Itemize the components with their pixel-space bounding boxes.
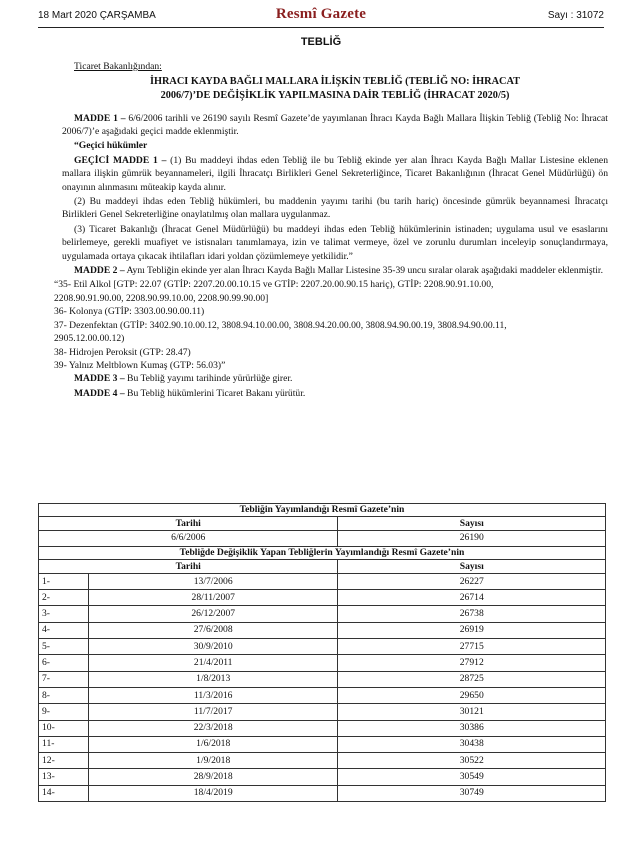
row-date-cell: 21/4/2011 [88, 655, 338, 671]
table-row [39, 606, 606, 622]
row-number-cell: 26738 [338, 606, 606, 622]
row-number-cell: 26919 [338, 622, 606, 638]
row-number-cell: 30749 [338, 785, 606, 801]
article-1-label: MADDE 1 – [74, 112, 126, 124]
table-title-row [39, 547, 606, 560]
table-header-row [39, 560, 606, 573]
article-2 [62, 264, 608, 277]
table-row [39, 687, 606, 703]
row-number-cell: 30386 [338, 720, 606, 736]
row-index-cell: 7- [39, 671, 89, 687]
gazette-title: Resmî Gazete [275, 6, 367, 22]
row-index-cell: 3- [39, 606, 89, 622]
article-3-text: Bu Tebliğ yayımı tarihinde yürürlüğe girer. [124, 373, 293, 385]
issue-number: Sayı : 31072 [547, 10, 604, 21]
list-item-39: 39- Yalnız Meltblown Kumaş (GTP: 56.03)” [54, 359, 226, 371]
page-header [38, 6, 604, 28]
row-date-cell: 1/9/2018 [88, 753, 338, 769]
row-date-cell: 27/6/2008 [88, 622, 338, 638]
gazette-history-table [38, 503, 606, 802]
article-3-label: MADDE 3 – [74, 373, 125, 385]
row-number-cell: 30549 [338, 769, 606, 785]
list-item-37-line-1: 37- Dezenfektan (GTİP: 3402.90.10.00.12, 3808.94.10.00.00, 3808.94.20.00.00, 3808.94.90.00.19, 3808.94.90.00.11, [54, 319, 507, 331]
row-index-cell: 1- [39, 573, 89, 589]
list-item [54, 305, 608, 318]
list-item [54, 359, 608, 372]
ministry-line: Ticaret Bakanlığından: [74, 61, 162, 72]
row-index-cell: 2- [39, 590, 89, 606]
table-row [39, 736, 606, 752]
table-row [39, 704, 606, 720]
provisional-article-text-1: (1) Bu maddeyi ihdas eden Tebliğ ile bu Tebliğ ekinde yer alan İhracı Kayda Bağlı Mallar Listesine eklenen mallara ilişkin gümrük beyannameleri, ilgili İhracatçı Birlikleri Genel Sekreterliğince, Ticaret Bakanlığının (İhracat Genel Müdürlüğü) ön onayının alınmasını müteakip kayda alınır. [62, 154, 608, 193]
table-row [39, 530, 606, 546]
table-row [39, 720, 606, 736]
table-row [39, 622, 606, 638]
table-row [39, 590, 606, 606]
row-date-cell: 30/9/2010 [88, 639, 338, 655]
header-date: 18 Mart 2020 ÇARŞAMBA [38, 10, 156, 21]
list-item-36: 36- Kolonya (GTİP: 3303.00.90.00.11) [54, 306, 205, 318]
table-row [39, 671, 606, 687]
row-number-cell: 30522 [338, 753, 606, 769]
row-index-cell: 8- [39, 687, 89, 703]
table-title-amendments: Tebliğde Değişiklik Yapan Tebliğlerin Yayımlandığı Resmî Gazete’nin [39, 547, 606, 560]
table-row [39, 573, 606, 589]
article-1-text: 6/6/2006 tarihli ve 26190 sayılı Resmî Gazete’de yayımlanan İhracı Kayda Bağlı Mallara İlişkin Tebliğ (Tebliğ No: İhracat 2006/7)’e aşağıdaki geçici madde eklenmiştir. [62, 112, 608, 137]
row-date-cell: 18/4/2019 [88, 785, 338, 801]
col-header-date: Tarihi [39, 517, 338, 530]
provisional-article-para-1 [62, 154, 608, 194]
row-number-cell: 30121 [338, 704, 606, 720]
provisional-heading [62, 139, 608, 152]
list-item-37-line-2: 2905.12.00.00.12) [54, 333, 125, 345]
table-row [39, 639, 606, 655]
original-date-cell: 6/6/2006 [39, 530, 338, 546]
row-index-cell: 6- [39, 655, 89, 671]
row-date-cell: 28/11/2007 [88, 590, 338, 606]
row-index-cell: 5- [39, 639, 89, 655]
table-row [39, 655, 606, 671]
col-header-number-2: Sayısı [338, 560, 606, 573]
section-heading: TEBLİĞ [300, 36, 342, 48]
header-rule [38, 27, 604, 28]
list-item-35-line-1: “35- Etil Alkol [GTP: 22.07 (GTİP: 2207.20.00.10.15 ve GTİP: 2207.20.00.90.15 hariç), GTİP: 2208.90.91.10.00, [54, 279, 494, 291]
row-date-cell: 1/6/2018 [88, 736, 338, 752]
article-2-text: Aynı Tebliğin ekinde yer alan İhracı Kayda Bağlı Mallar Listesine 35-39 uncu sıralar olarak aşağıdaki maddeler eklenmiştir. [124, 265, 603, 277]
document-body [54, 60, 608, 401]
article-4-text: Bu Tebliğ hükümlerini Ticaret Bakanı yürütür. [124, 387, 306, 399]
provisional-article-label: GEÇİCİ MADDE 1 – [74, 154, 167, 166]
document-title [62, 75, 608, 102]
row-date-cell: 11/3/2016 [88, 687, 338, 703]
row-number-cell: 29650 [338, 687, 606, 703]
row-number-cell: 30438 [338, 736, 606, 752]
row-date-cell: 1/8/2013 [88, 671, 338, 687]
row-index-cell: 9- [39, 704, 89, 720]
row-index-cell: 14- [39, 785, 89, 801]
row-number-cell: 28725 [338, 671, 606, 687]
table-row [39, 753, 606, 769]
table-title-original: Tebliğin Yayımlandığı Resmî Gazete’nin [39, 504, 606, 517]
row-date-cell: 22/3/2018 [88, 720, 338, 736]
table-row [39, 785, 606, 801]
provisional-article-para-3: (3) Ticaret Bakanlığı (İhracat Genel Müdürlüğü) bu maddeyi ihdas eden Tebliğ hükümlerinin istinaden; uygulama usul ve esaslarını belirlemeye, gerekli muafiyet ve istisnaları tanımlamaya, izin ve talimat vermeye, özel ve zorunlu durumları inceleyip sonuçlandırmaya, uygulamada ortaya çıkacak ihtilafları idari yoldan çözümlemeye yetkilidir.” [62, 223, 608, 262]
article-4 [62, 387, 608, 400]
row-date-cell: 28/9/2018 [88, 769, 338, 785]
article-3 [62, 372, 608, 385]
list-item [54, 346, 608, 359]
table-row [39, 769, 606, 785]
row-number-cell: 26714 [338, 590, 606, 606]
row-date-cell: 11/7/2017 [88, 704, 338, 720]
row-date-cell: 13/7/2006 [88, 573, 338, 589]
row-date-cell: 26/12/2007 [88, 606, 338, 622]
row-index-cell: 10- [39, 720, 89, 736]
document-title-line-1: İHRACI KAYDA BAĞLI MALLARA İLİŞKİN TEBLİĞ (TEBLİĞ NO: İHRACAT [149, 76, 520, 88]
list-item [54, 278, 608, 291]
list-item-35-line-2: 2208.90.91.90.00, 2208.90.99.10.00, 2208.90.99.90.00] [54, 292, 269, 304]
table-title-row [39, 504, 606, 517]
row-index-cell: 11- [39, 736, 89, 752]
list-item-38: 38- Hidrojen Peroksit (GTP: 28.47) [54, 346, 191, 358]
article-1 [62, 112, 608, 139]
original-number-cell: 26190 [338, 530, 606, 546]
list-item [54, 332, 608, 345]
article-2-label: MADDE 2 – [74, 265, 125, 277]
row-number-cell: 27715 [338, 639, 606, 655]
row-number-cell: 26227 [338, 573, 606, 589]
row-index-cell: 13- [39, 769, 89, 785]
provisional-article-para-2: (2) Bu maddeyi ihdas eden Tebliğ hükümleri, bu maddenin yayımı tarihi (bu tarih hariç) öncesinde gümrük beyannamesi İhracatçı Birlikleri Genel Sekreterliğine onaylatılmış olan mallara uygulanmaz. [62, 196, 608, 221]
row-number-cell: 27912 [338, 655, 606, 671]
row-index-cell: 4- [39, 622, 89, 638]
col-header-number: Sayısı [338, 517, 606, 530]
table-header-row [39, 517, 606, 530]
article-4-label: MADDE 4 – [74, 387, 125, 399]
col-header-date-2: Tarihi [39, 560, 338, 573]
list-item [54, 292, 608, 305]
provisional-heading-text: “Geçici hükümler [74, 140, 148, 152]
row-index-cell: 12- [39, 753, 89, 769]
list-item [54, 319, 608, 332]
document-title-line-2: 2006/7)’DE DEĞİŞİKLİK YAPILMASINA DAİR TEBLİĞ (İHRACAT 2020/5) [160, 90, 510, 101]
